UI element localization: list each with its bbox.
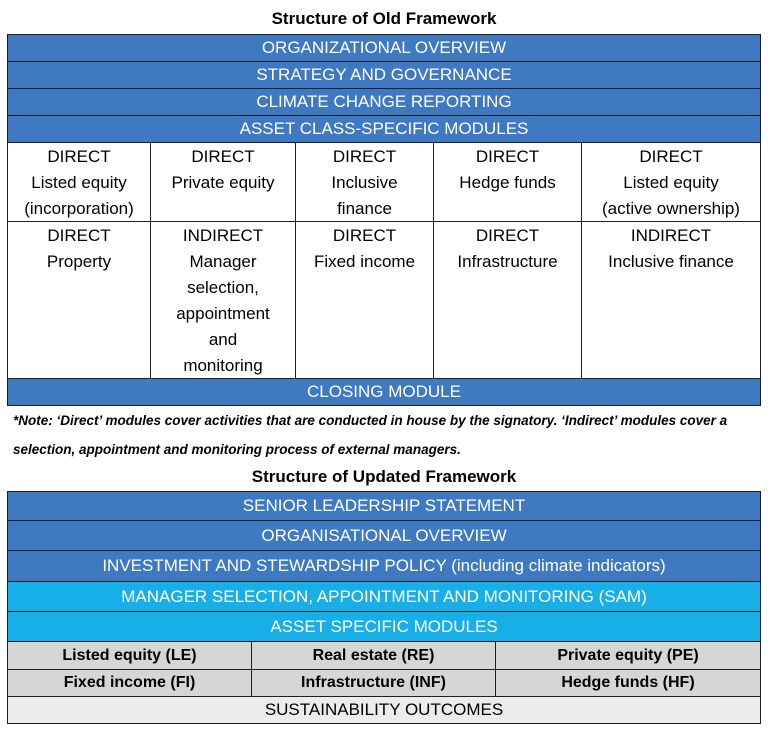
updated-bar-senior-leadership: SENIOR LEADERSHIP STATEMENT: [7, 491, 761, 521]
old-module-cell: [433, 221, 582, 379]
updated-framework-title: Structure of Updated Framework: [251, 467, 517, 486]
note-line: *Note: ‘Direct’ modules cover activities that are conducted in house by the signatory. ‘Indirect’ modules cover a: [13, 413, 728, 428]
cell-line: (incorporation): [24, 199, 134, 218]
cell-line: DIRECT: [191, 147, 255, 166]
old-module-cell: [7, 142, 151, 222]
updated-bar-sam: MANAGER SELECTION, APPOINTMENT AND MONITORING (SAM): [7, 581, 761, 612]
old-module-cell: [581, 221, 761, 379]
cell-line: DIRECT: [332, 226, 397, 245]
module-infrastructure: Infrastructure (INF): [251, 669, 496, 697]
module-listed-equity: Listed equity (LE): [7, 641, 252, 670]
old-bar-asset-class-modules: ASSET CLASS-SPECIFIC MODULES: [7, 115, 761, 143]
cell-line: Listed equity: [623, 173, 719, 192]
cell-line: finance: [337, 199, 392, 218]
cell-line: Inclusive: [331, 173, 398, 192]
cell-line: selection,: [187, 278, 259, 297]
cell-line: DIRECT: [332, 147, 397, 166]
cell-line: Property: [46, 252, 112, 271]
old-framework-title: Structure of Old Framework: [271, 9, 497, 28]
cell-line: Fixed income: [313, 252, 416, 271]
cell-line: Listed equity: [31, 173, 127, 192]
cell-line: INDIRECT: [182, 226, 264, 245]
cell-line: DIRECT: [47, 226, 111, 245]
module-real-estate: Real estate (RE): [251, 641, 496, 670]
old-module-cell: [7, 221, 151, 379]
old-module-cell: [581, 142, 761, 222]
cell-line: monitoring: [183, 356, 263, 375]
cell-line: Hedge funds: [459, 173, 556, 192]
cell-line: INDIRECT: [630, 226, 712, 245]
updated-bar-sustainability-outcomes: SUSTAINABILITY OUTCOMES: [7, 696, 761, 724]
cell-line: Manager: [189, 252, 257, 271]
old-module-cell: [433, 142, 582, 222]
cell-line: appointment: [176, 304, 270, 323]
module-private-equity: Private equity (PE): [495, 641, 761, 670]
cell-line: and: [208, 330, 238, 349]
module-fixed-income: Fixed income (FI): [7, 669, 252, 697]
old-bar-strategy-governance: STRATEGY AND GOVERNANCE: [7, 61, 761, 89]
framework-note: [13, 406, 763, 464]
old-module-cell: [295, 142, 434, 222]
cell-line: DIRECT: [639, 147, 703, 166]
cell-line: DIRECT: [47, 147, 111, 166]
old-module-cell: [150, 221, 296, 379]
cell-line: Infrastructure: [457, 252, 558, 271]
cell-line: Private equity: [171, 173, 275, 192]
old-bar-closing-module: CLOSING MODULE: [7, 378, 761, 406]
cell-line: DIRECT: [475, 226, 540, 245]
cell-line: DIRECT: [475, 147, 540, 166]
updated-bar-organisational-overview: ORGANISATIONAL OVERVIEW: [7, 520, 761, 551]
cell-line: Inclusive finance: [608, 252, 734, 271]
updated-bar-asset-specific-modules: ASSET SPECIFIC MODULES: [7, 611, 761, 642]
old-module-cell: [295, 221, 434, 379]
cell-line: (active ownership): [602, 199, 740, 218]
updated-bar-investment-stewardship: INVESTMENT AND STEWARDSHIP POLICY (including climate indicators): [7, 550, 761, 582]
note-line: selection, appointment and monitoring process of external managers.: [13, 442, 461, 457]
old-bar-organizational-overview: ORGANIZATIONAL OVERVIEW: [7, 34, 761, 62]
old-bar-climate-reporting: CLIMATE CHANGE REPORTING: [7, 88, 761, 116]
old-module-cell: [150, 142, 296, 222]
module-hedge-funds: Hedge funds (HF): [495, 669, 761, 697]
